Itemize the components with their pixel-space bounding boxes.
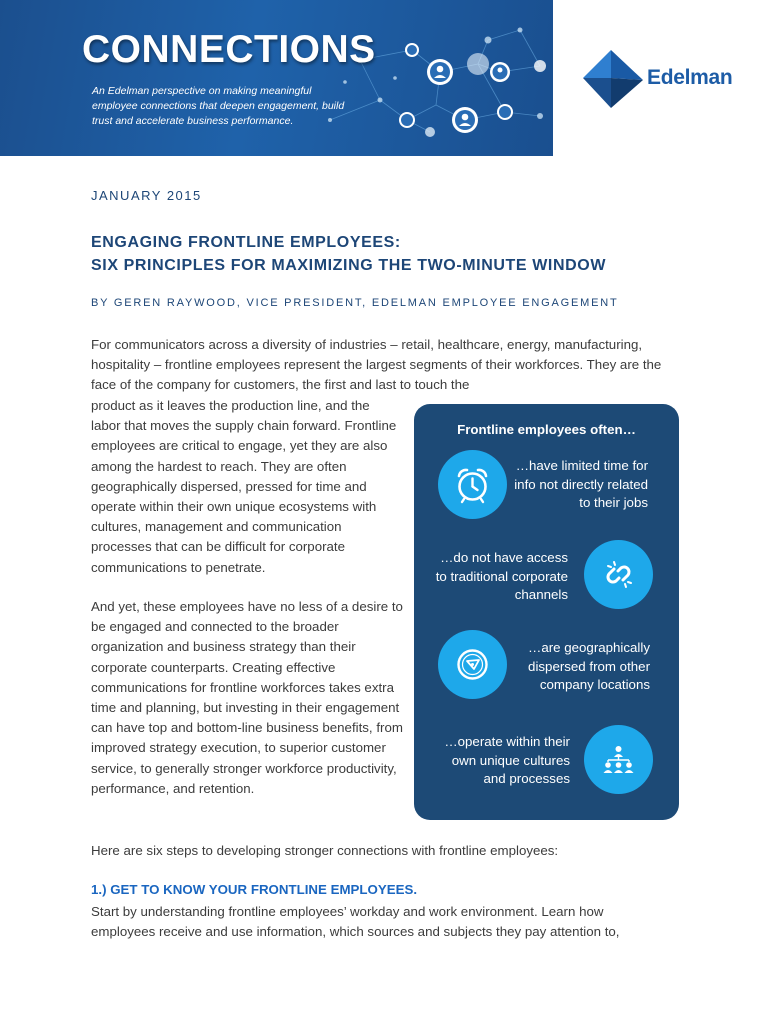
byline: BY GEREN RAYWOOD, VICE PRESIDENT, EDELMAN EMPLOYEE ENGAGEMENT [91, 297, 619, 309]
step-1-heading: 1.) GET TO KNOW YOUR FRONTLINE EMPLOYEES. [91, 882, 418, 897]
compass-icon [438, 630, 507, 699]
banner-title: CONNECTIONS [82, 28, 376, 71]
sidebar-item-1-text: …have limited time for info not directly related to their jobs [514, 458, 648, 510]
header-banner [0, 0, 553, 156]
headline-line-2: SIX PRINCIPLES FOR MAXIMIZING THE TWO-MINUTE WINDOW [91, 257, 607, 274]
paragraph-intro-continued: product as it leaves the production line, and the labor that moves the supply chain forward. Frontline employees are critical to engage, yet they are also among the hardest to reach. They are often geographically dispersed, pressed for time and operate within their own unique ecosystems with cultures, management and communication processes that can be difficult for corporate communications to penetrate. [91, 398, 397, 575]
logo-text: Edelman [647, 66, 733, 89]
banner-tagline: An Edelman perspective on making meaningful employee connections that deepen engagement, build trust and accelerate business performance. [92, 85, 345, 127]
sidebar-title: Frontline employees often… [457, 422, 636, 437]
network-graphic [0, 0, 553, 156]
alarm-clock-icon [438, 450, 507, 519]
paragraph-and-yet: And yet, these employees have no less of a desire to be engaged and connected to the broader organization and business strategy than their corporate counterparts. Creating effective communications for frontline workforces takes extra time and planning, but investing in their engagement can have top and bottom-line business benefits, from improved strategy execution, to superior customer service, to generally stronger workforce productivity, performance, and retention. [91, 599, 403, 796]
frontline-sidebar [414, 404, 679, 820]
broken-link-icon [584, 540, 653, 609]
paragraph-step-1: Start by understanding frontline employees’ workday and work environment. Learn how employees receive and use information, which sources and subjects they pay attention to, [91, 904, 620, 940]
paragraph-intro: For communicators across a diversity of industries – retail, healthcare, energy, manufacturing, hospitality – frontline employees represent the largest segments of their workforces. They are the face of the company for customers, the first and last to touch the [91, 337, 662, 393]
headline-line-1: ENGAGING FRONTLINE EMPLOYEES: [91, 234, 401, 251]
sidebar-item-4-text: …operate within their own unique cultures and processes [444, 734, 570, 786]
paragraph-six-steps: Here are six steps to developing stronger connections with frontline employees: [91, 843, 559, 858]
edelman-logo-mark [583, 50, 645, 112]
sidebar-item-2-text: …do not have access to traditional corporate channels [435, 550, 568, 602]
headline [91, 231, 606, 277]
issue-date: JANUARY 2015 [91, 188, 202, 203]
people-network-icon [584, 725, 653, 794]
sidebar-item-3-text: …are geographically dispersed from other company locations [528, 640, 650, 692]
edelman-logo [583, 50, 743, 112]
